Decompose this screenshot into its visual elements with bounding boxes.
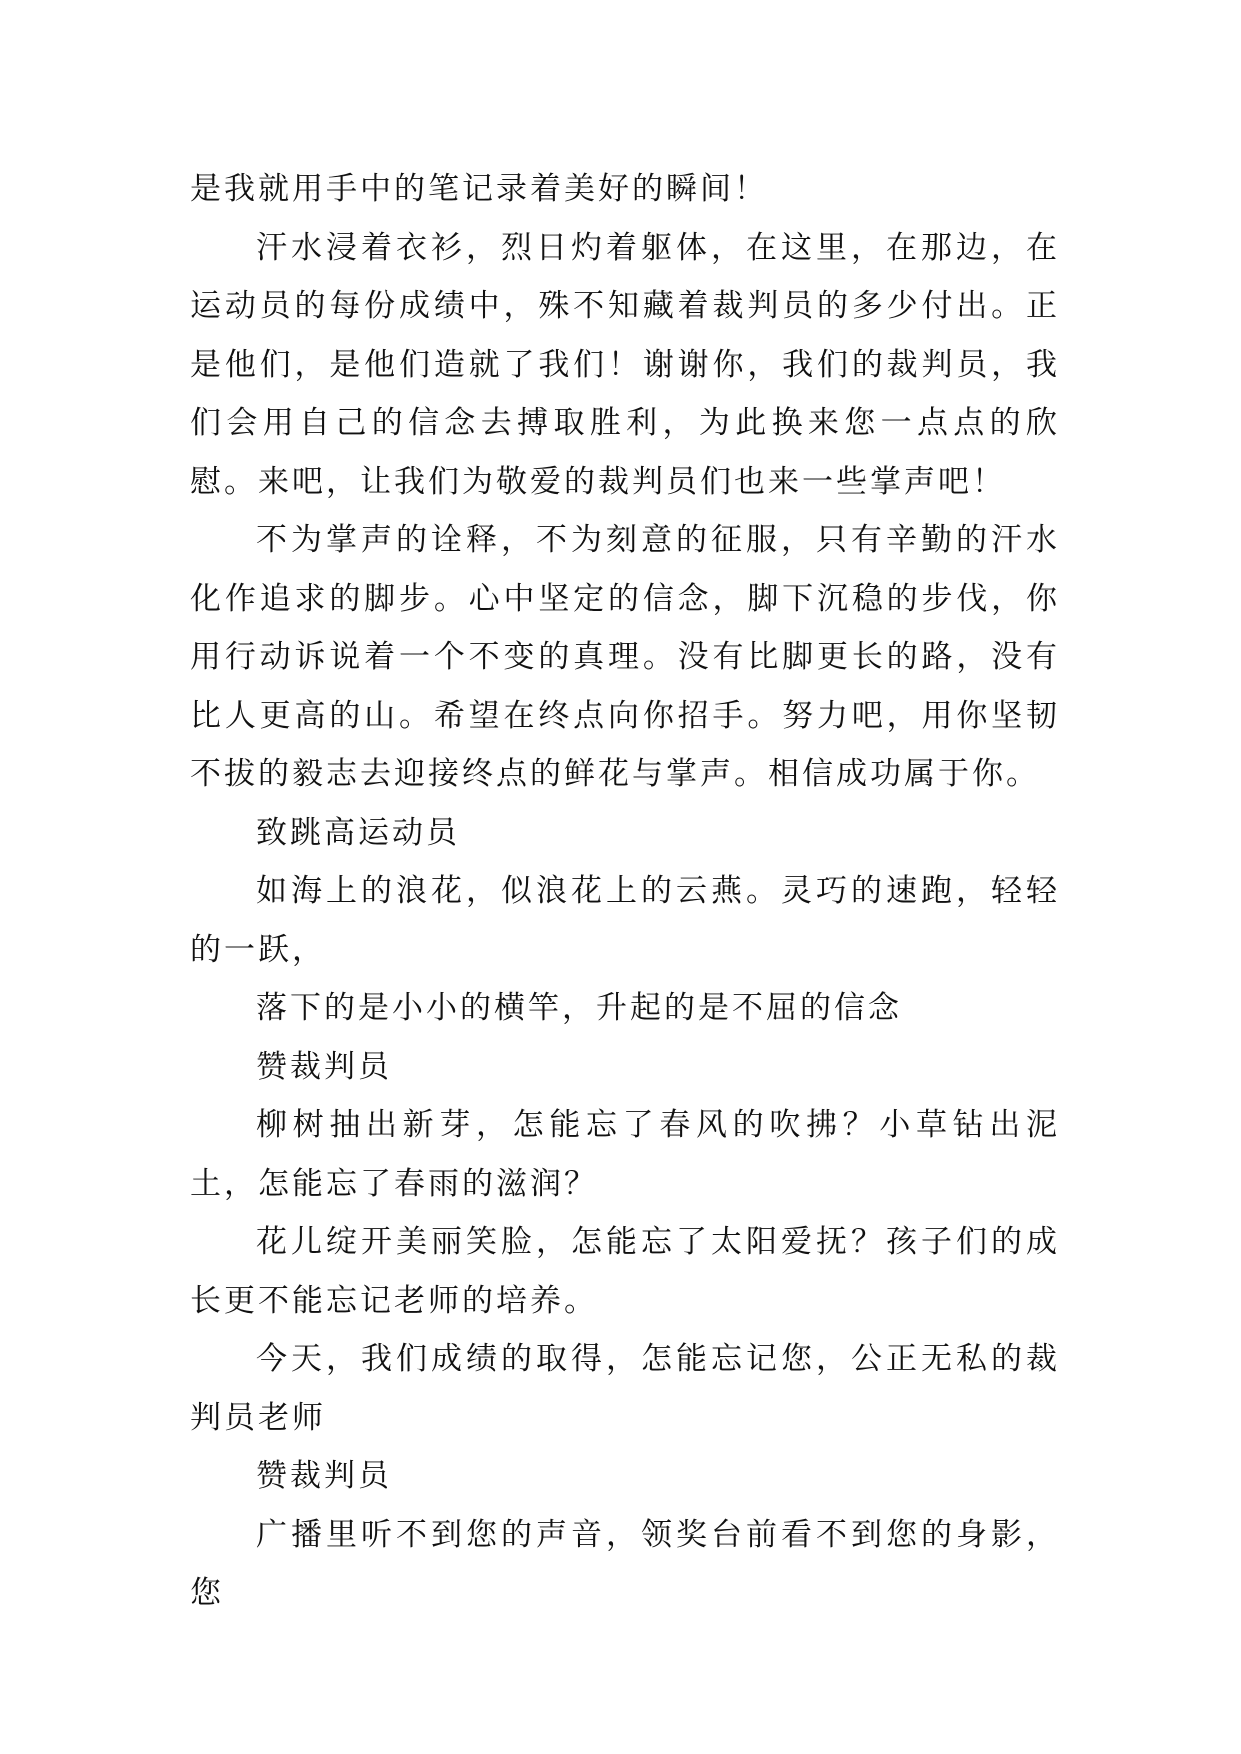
paragraph-3: 不为掌声的诠释，不为刻意的征服，只有辛勤的汗水化作追求的脚步。心中坚定的信念，脚下沉稳的步伐，你用行动诉说着一个不变的真理。没有比脚更长的路，没有比人更高的山。希望在终点向你招手。努力吧，用你坚韧不拔的毅志去迎接终点的鲜花与掌声。相信成功属于你。 — [190, 522, 1060, 792]
paragraph-6: 落下的是小小的横竿，升起的是不屈的信念 — [256, 990, 902, 1026]
paragraph-2: 汗水浸着衣衫，烈日灼着躯体，在这里，在那边，在运动员的每份成绩中，殊不知藏着裁判员的多少付出。正是他们，是他们造就了我们！谢谢你，我们的裁判员，我们会用自己的信念去搏取胜利，为此换来您一点点的欣慰。来吧，让我们为敬爱的裁判员们也来一些掌声吧！ — [190, 229, 1060, 500]
paragraph-8: 柳树抽出新芽，怎能忘了春风的吹拂？小草钻出泥土，怎能忘了春雨的滋润？ — [190, 1107, 1060, 1202]
paragraph-9: 花儿绽开美丽笑脸，怎能忘了太阳爱抚？孩子们的成长更不能忘记老师的培养。 — [190, 1224, 1060, 1319]
paragraph-12: 广播里听不到您的声音，领奖台前看不到您的身影，您 — [190, 1516, 1060, 1611]
document-body — [190, 160, 1060, 1623]
paragraph-5: 如海上的浪花，似浪花上的云燕。灵巧的速跑，轻轻的一跃， — [190, 873, 1060, 968]
heading-high-jump: 致跳高运动员 — [256, 814, 460, 851]
heading-praise-referee-2: 赞裁判员 — [256, 1458, 392, 1494]
heading-praise-referee-1: 赞裁判员 — [256, 1048, 392, 1085]
paragraph-10: 今天，我们成绩的取得，怎能忘记您，公正无私的裁判员老师 — [190, 1341, 1060, 1436]
paragraph-1: 是我就用手中的笔记录着美好的瞬间！ — [190, 171, 768, 207]
